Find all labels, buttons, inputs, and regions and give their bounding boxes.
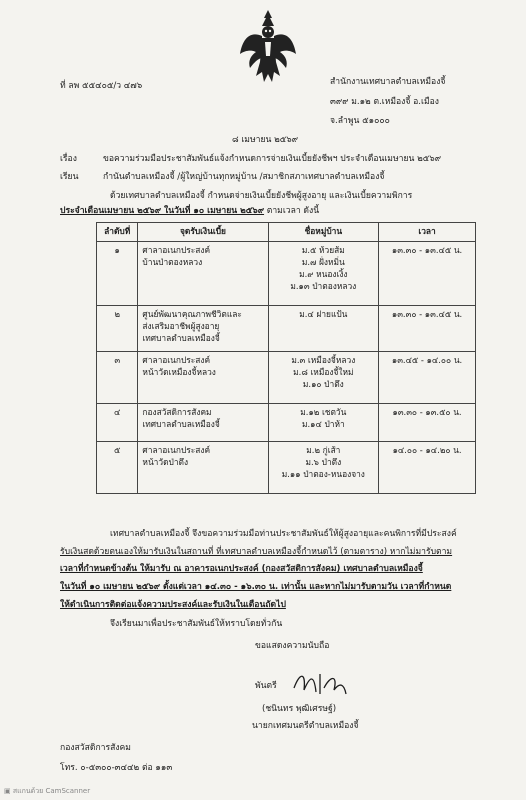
row-place: ศาลาอเนกประสงค์ หน้าวัดเหมืองจี้หลวง <box>138 352 268 404</box>
row-time: ๑๓.๔๕ - ๑๔.๐๐ น. <box>379 352 476 404</box>
intro-line2-rest: ตามเวลา ดังนี้ <box>264 206 320 216</box>
body-line4: ในวันที่ ๑๐ เมษายน ๒๕๖๙ ตั้งแต่เวลา ๑๔.๓๐ - ๑๖.๓๐ น. เท่านั้น และหากไม่มารับตามวัน เวลาที่กำหนด <box>60 582 452 592</box>
intro-date-highlight: ประจำเดือนเมษายน ๒๕๖๙ ในวันที่ ๑๐ เมษายน ๒๕๖๙ <box>60 206 265 216</box>
column-header-villages: ชื่อหมู่บ้าน <box>268 223 379 242</box>
letter-date: ๘ เมษายน ๒๕๖๙ <box>232 135 299 145</box>
footer-phone: โทร. ๐-๕๓๐๐-๓๔๔๒ ต่อ ๑๑๓ <box>60 763 173 773</box>
payment-schedule-table <box>96 222 476 494</box>
garuda-emblem-icon <box>238 6 298 86</box>
recipient-label: เรียน <box>60 172 79 182</box>
column-header-time: เวลา <box>379 223 476 242</box>
row-time: ๑๓.๓๐ - ๑๓.๔๕ น. <box>379 306 476 352</box>
row-villages: ม.๑๒ เชตวัน ม.๑๔ ป่าห้า <box>268 404 379 442</box>
doc-number: ที่ ลพ ๕๕๔๐๕/ว ๔๗๖ <box>60 81 143 91</box>
footer-department: กองสวัสดิการสังคม <box>60 743 131 753</box>
row-number: ๒ <box>97 306 138 352</box>
row-time: ๑๓.๓๐ - ๑๓.๔๕ น. <box>379 242 476 306</box>
table-row <box>97 352 476 404</box>
signer-position: นายกเทศมนตรีตำบลเหมืองจี้ <box>252 721 359 731</box>
recipient-text: กำนันตำบลเหมืองจี้ /ผู้ใหญ่บ้านทุกหมู่บ้าน /สมาชิกสภาเทศบาลตำบลเหมืองจี้ <box>103 172 385 182</box>
row-villages: ม.๓ เหมืองจี้หลวง ม.๘ เหมืองจี้ใหม่ ม.๑๐ ป่าตึง <box>268 352 379 404</box>
table-row <box>97 306 476 352</box>
row-place: ศาลาอเนกประสงค์ หน้าวัดป่าตึง <box>138 442 268 494</box>
scanner-watermark: ▣ สแกนด้วย CamScanner <box>4 787 91 795</box>
table-row <box>97 442 476 494</box>
row-place: ศูนย์พัฒนาคุณภาพชีวิตและ ส่งเสริมอาชีพผู้สูงอายุ เทศบาลตำบลเหมืองจี้ <box>138 306 268 352</box>
row-number: ๑ <box>97 242 138 306</box>
body-line2: รับเงินสดด้วยตนเองให้มารับเงินในสถานที่ ที่เทศบาลตำบลเหมืองจี้กำหนดไว้ (ตามตาราง) หากไม่มารับตาม <box>60 547 453 557</box>
body-closing-statement: จึงเรียนมาเพื่อประชาสัมพันธ์ให้ทราบโดยทั่วกัน <box>110 619 283 629</box>
body-line5: ให้ดำเนินการติดต่อแจ้งความประสงค์และรับเงินในเดือนถัดไป <box>60 600 286 610</box>
row-number: ๕ <box>97 442 138 494</box>
row-villages: ม.๔ ฝายแป้น <box>268 306 379 352</box>
signature-prefix: พันตรี <box>255 681 277 691</box>
row-place: ศาลาอเนกประสงค์ บ้านป่าตองหลวง <box>138 242 268 306</box>
intro-line2 <box>60 205 319 217</box>
intro-line1: ด้วยเทศบาลตำบลเหมืองจี้ กำหนดจ่ายเงินเบี้ยยังชีพผู้สูงอายุ และเงินเบี้ยความพิการ <box>110 191 413 201</box>
office-address-line1: ๓๙๙ ม.๑๒ ต.เหมืองจี้ อ.เมือง <box>330 97 439 107</box>
column-header-no: ลำดับที่ <box>97 223 138 242</box>
row-time: ๑๓.๓๐ - ๑๓.๕๐ น. <box>379 404 476 442</box>
table-row <box>97 242 476 306</box>
row-number: ๓ <box>97 352 138 404</box>
subject-text: ขอความร่วมมือประชาสัมพันธ์แจ้งกำหนดการจ่ายเงินเบี้ยยังชีพฯ ประจำเดือนเมษายน ๒๕๖๙ <box>103 154 442 164</box>
regards-text: ขอแสดงความนับถือ <box>255 641 330 651</box>
office-address-line2: จ.ลำพูน ๕๑๐๐๐ <box>330 116 390 126</box>
row-time: ๑๔.๐๐ - ๑๔.๒๐ น. <box>379 442 476 494</box>
row-villages: ม.๕ ห้วยส้ม ม.๗ ฝั่งหมิ่น ม.๙ หนองเงิ้ง ม.๑๓ ป่าตองหลวง <box>268 242 379 306</box>
subject-label: เรื่อง <box>60 154 77 164</box>
office-name: สำนักงานเทศบาลตำบลเหมืองจี้ <box>330 77 446 87</box>
table-header-row <box>97 223 476 242</box>
column-header-place: จุดรับเงินเบี้ย <box>138 223 268 242</box>
signer-name: (ชนินทร พุฒิเศรษฐ์) <box>262 704 337 714</box>
row-number: ๔ <box>97 404 138 442</box>
table-row <box>97 404 476 442</box>
camscanner-icon: ▣ <box>4 787 11 795</box>
body-line1: เทศบาลตำบลเหมืองจี้ จึงขอความร่วมมือท่านประชาสัมพันธ์ให้ผู้สูงอายุและคนพิการที่มีประสงค์ <box>110 529 457 539</box>
body-line3: เวลาที่กำหนดข้างต้น ให้มารับ ณ อาคารอเนกประสงค์ (กองสวัสดิการสังคม) เทศบาลตำบลเหมืองจี้ <box>60 564 423 574</box>
handwritten-signature-icon <box>290 668 350 698</box>
row-place: กองสวัสดิการสังคม เทศบาลตำบลเหมืองจี้ <box>138 404 268 442</box>
row-villages: ม.๒ กู่เส้า ม.๖ ป่าตึง ม.๑๑ ป่าตอง-หนองจาง <box>268 442 379 494</box>
